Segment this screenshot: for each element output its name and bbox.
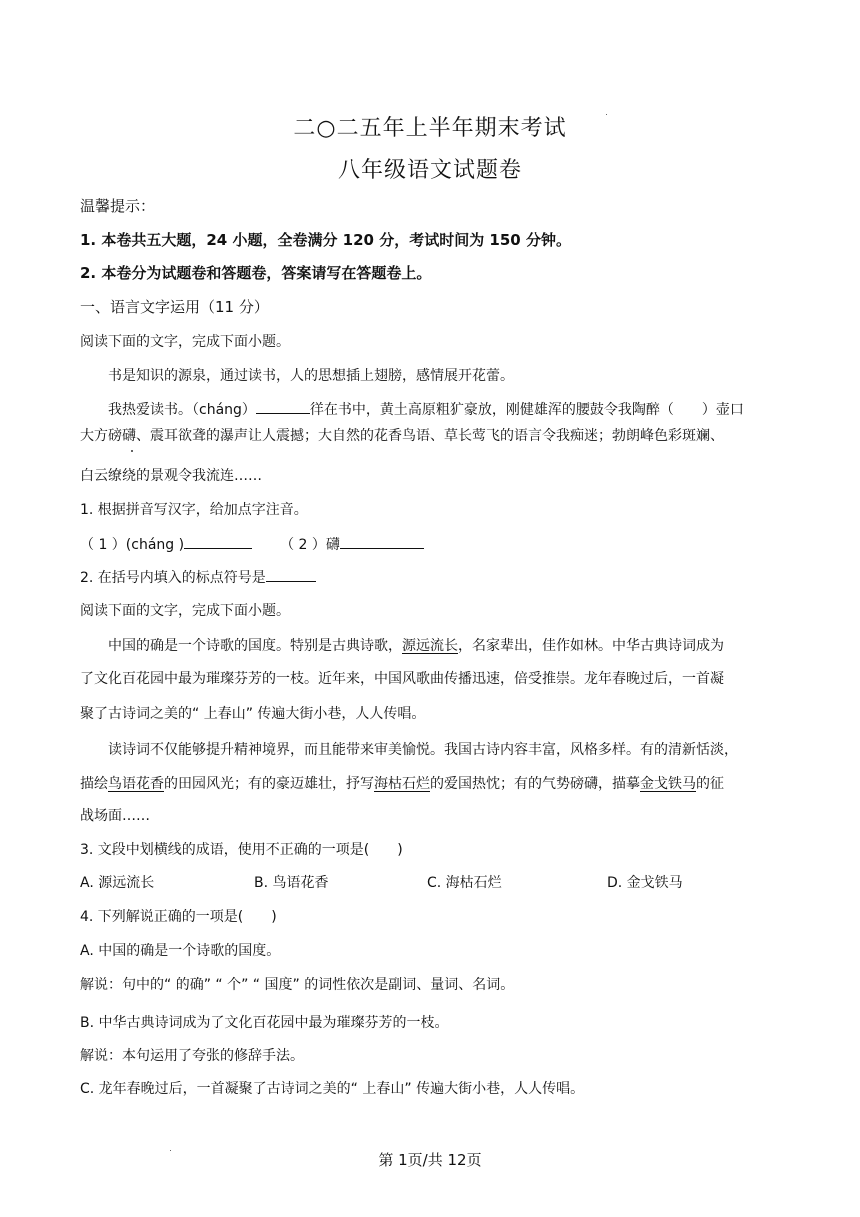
section-heading: 一、语言文字运用（11 分） — [80, 298, 269, 316]
passage-paragraph: 书是知识的源泉，通过读书，人的思想插上翅膀，感情展开花蕾。 — [108, 368, 514, 384]
passage-text: 中国的确是一个诗歌的国度。特别是古典诗歌， — [108, 638, 402, 654]
passage-text: ）壶口 — [701, 402, 744, 418]
underlined-idiom: 海枯石烂 — [374, 776, 430, 792]
question-1: 1. 根据拼音写汉字，给加点字注音。 — [80, 502, 308, 518]
option-b: B. 鸟语花香 — [254, 875, 329, 891]
passage-text: 战场面…… — [80, 808, 150, 824]
emphasis-dot — [131, 450, 133, 452]
passage-paragraph — [108, 636, 800, 656]
passage-text: ，名家辈出，佳作如林。中华古典诗词成为 — [458, 638, 724, 654]
answer-blank — [184, 534, 252, 549]
passage-text: 的征 — [696, 776, 724, 792]
scan-speck — [606, 114, 607, 115]
option-c-sentence: C. 龙年春晚过后，一首凝聚了古诗词之美的“ 上春山” 传遍大街小巷，人人传唱。 — [80, 1081, 585, 1097]
answer-blank — [256, 399, 310, 414]
tips-label: 温馨提示： — [80, 197, 156, 215]
page-number: 第 1页/共 12页 — [378, 1151, 482, 1169]
exam-title: 二○二五年上半年期末考试 — [293, 116, 567, 141]
question-2 — [80, 567, 800, 588]
subitem-2-label: （ 2 ）礴 — [280, 537, 340, 553]
option-b-explanation: 解说：本句运用了夸张的修辞手法。 — [80, 1048, 304, 1064]
reading-instruction: 阅读下面的文字，完成下面小题。 — [80, 334, 290, 350]
option-b-sentence: B. 中华古典诗词成为了文化百花园中最为璀璨芬芳的一枝。 — [80, 1015, 449, 1031]
underlined-idiom: 金戈铁马 — [640, 776, 696, 792]
passage-text: 的爱国热忱；有的气势磅礴，描摹 — [430, 776, 640, 792]
passage-text: 大方磅礴、震耳欲聋的瀑声让人震撼；大自然的花香鸟语、草长莺飞的语言令我痴迷；勃朗峰色彩斑斓、 — [80, 428, 724, 444]
passage-text: 的田园风光；有的豪迈雄壮，抒写 — [164, 776, 374, 792]
question-1-subitems — [80, 534, 800, 555]
tip-item-1: 1. 本卷共五大题，24 小题，全卷满分 120 分，考试时间为 150 分钟。 — [80, 231, 571, 249]
passage-text: 了文化百花园中最为璀璨芬芳的一枝。近年来，中国风歌曲传播迅速，倍受推崇。龙年春晚过后，一首凝 — [80, 671, 724, 687]
passage-paragraph: 读诗词不仅能够提升精神境界，而且能带来审美愉悦。我国古诗内容丰富，风格多样。有的清新恬淡， — [108, 742, 738, 758]
passage-paragraph — [108, 399, 800, 420]
option-a-sentence: A. 中国的确是一个诗歌的国度。 — [80, 943, 281, 959]
exam-subtitle: 八年级语文试题卷 — [337, 158, 522, 183]
option-d: D. 金戈铁马 — [607, 875, 683, 891]
question-2-text: 2. 在括号内填入的标点符号是 — [80, 570, 266, 586]
option-c: C. 海枯石烂 — [427, 875, 502, 891]
option-a: A. 源远流长 — [80, 875, 155, 891]
underlined-idiom: 鸟语花香 — [108, 776, 164, 792]
passage-text: 白云缭绕的景观令我流连…… — [80, 468, 262, 484]
answer-blank — [340, 534, 424, 549]
passage-text — [80, 774, 800, 794]
reading-instruction: 阅读下面的文字，完成下面小题。 — [80, 603, 290, 619]
subitem-1-label: （ 1 ）(cháng ) — [80, 537, 185, 553]
passage-text: 描绘 — [80, 776, 108, 792]
passage-text: 聚了古诗词之美的“ 上春山” 传遍大街小巷，人人传唱。 — [80, 706, 426, 722]
passage-text: 徉在书中，黄土高原粗犷豪放，刚健雄浑的腰鼓令我陶醉（ — [309, 402, 674, 418]
passage-text: 我热爱读书。（cháng） — [108, 402, 256, 418]
option-a-explanation: 解说：句中的“ 的确” “ 个” “ 国度” 的词性依次是副词、量词、名词。 — [80, 977, 515, 993]
answer-blank — [266, 567, 316, 582]
question-3: 3. 文段中划横线的成语，使用不正确的一项是( ) — [80, 842, 403, 858]
underlined-idiom: 源远流长 — [402, 638, 458, 654]
question-4: 4. 下列解说正确的一项是( ) — [80, 909, 277, 925]
tip-item-2: 2. 本卷分为试题卷和答题卷，答案请写在答题卷上。 — [80, 264, 432, 282]
